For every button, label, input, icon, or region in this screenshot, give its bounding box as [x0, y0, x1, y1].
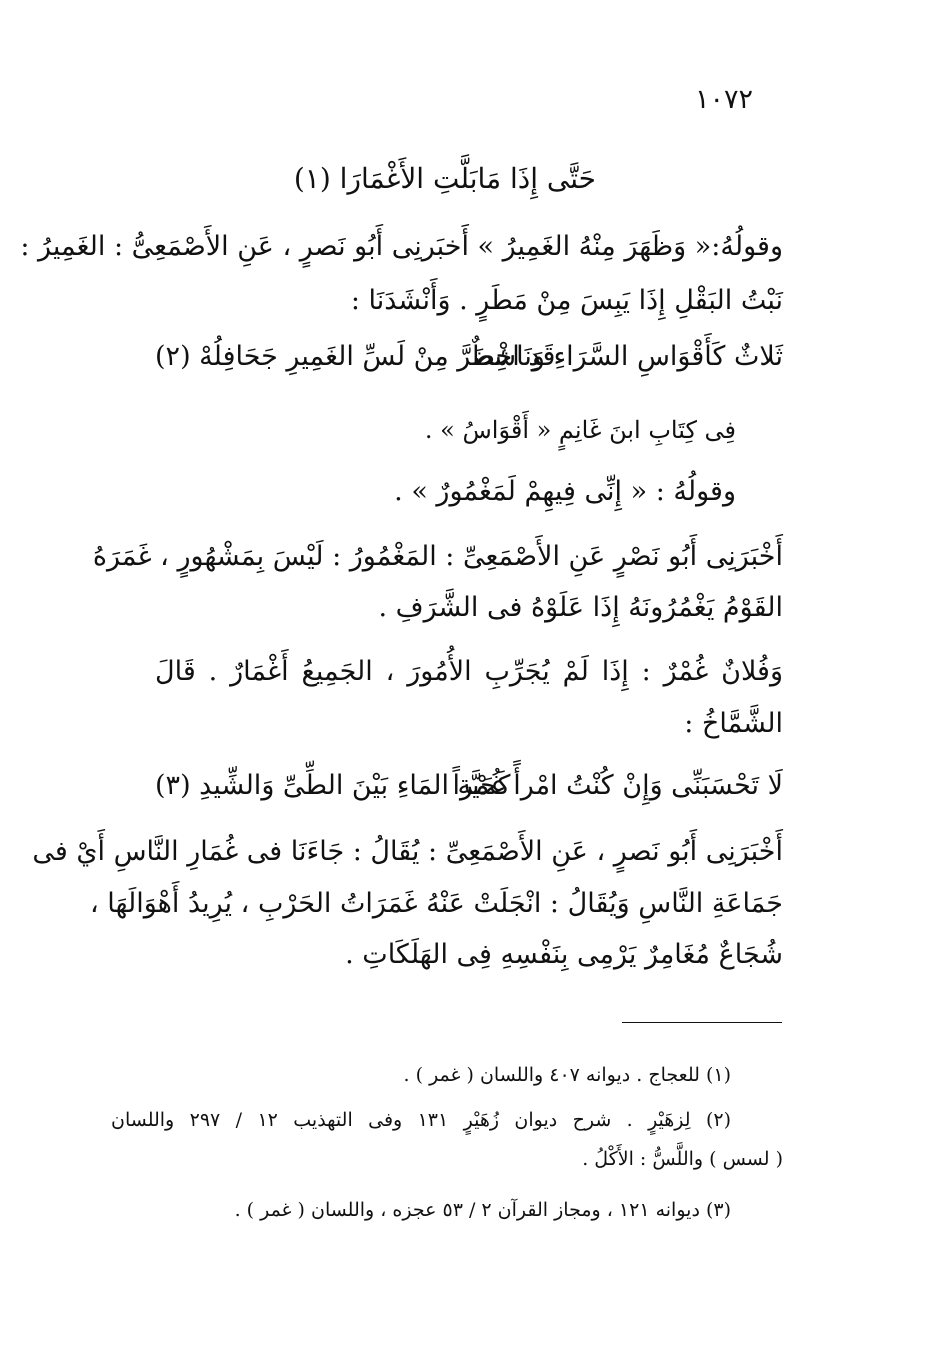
- heading-verse: حَتَّى إِذَا مَابَلَّتِ الأَغْمَارَا (١): [293, 162, 596, 195]
- verse-1-second-hemistich: قَدِ اخْضَرَّ مِنْ لَسِّ الغَمِيرِ جَحَافِلُهْ (٢): [155, 341, 556, 372]
- footnote-2-line-2: ( لسس ) واللَّسُّ : الأَكْلُ .: [582, 1148, 783, 1170]
- footnote-1: (١) للعجاج . ديوانه ٤٠٧ واللسان ( غمر ) .: [403, 1064, 731, 1086]
- verse-2-second-hemistich: كَحَيَّةِ المَاءِ بَيْنَ الطِّىِّ وَالشِّيدِ (٣): [155, 770, 511, 801]
- verse-1-first-hemistich: ثَلاثٌ كَأَقْوَاسِ السَّرَاءِ وَنَاشِطٌ: [467, 341, 783, 372]
- text-line-11: شُجَاعٌ مُغَامِرٌ يَرْمِى بِنَفْسِهِ فِى الهَلَكَاتِ .: [345, 939, 783, 970]
- text-line-7: وَفُلانٌ غُمْرٌ : إِذَا لَمْ يُجَرِّبِ الأُمُورَ ، الجَمِيعُ أَغْمَارٌ . قَالَ: [155, 656, 783, 687]
- text-line-9: أَخْبَرَنِى أَبُو نَصرٍ ، عَنِ الأَصْمَعِىِّ : يُقَالُ : جَاءَنَا فى غُمَارِ النَّاسِ أَيْ فى: [32, 836, 783, 867]
- footnote-2-line-1: (٢) لِزهَيْرٍ . شرح ديوان زُهَيْرٍ ١٣١ وفى التهذيب ١٢ / ٢٩٧ واللسان: [111, 1109, 732, 1131]
- footnote-separator: [622, 1022, 782, 1023]
- text-line-6: القَوْمُ يَغْمُرُونَهُ إِذَا عَلَوْهُ فى الشَّرَفِ .: [378, 592, 783, 623]
- text-line-5: أَخْبَرَنِى أَبُو نَصْرٍ عَنِ الأَصْمَعِىِّ : المَغْمُورُ : لَيْسَ بِمَشْهُورٍ ، غَمَرَهُ: [92, 541, 783, 572]
- text-line-2: نَبْتُ البَقْلِ إِذَا يَبِسَ مِنْ مَطَرٍ . وَأَنْشَدَنَا :: [350, 285, 783, 316]
- text-line-3: فِى كِتَابِ ابنَ غَانِمٍ « أَقْوَاسُ » .: [424, 416, 736, 444]
- text-line-4: وقولُهُ : « إِنِّى فِيهِمْ لَمَغْمُورٌ » .: [394, 476, 736, 507]
- footnote-3: (٣) ديوانه ١٢١ ، ومجاز القرآن ٢ / ٥٣ عجزه ، واللسان ( غمر ) .: [234, 1199, 731, 1221]
- text-line-8: الشَّمَّاخُ :: [684, 708, 783, 739]
- verse-2-first-hemistich: لَا تَحْسَبَنِّى وَإِنْ كُنْتُ امْرأً غُمْراً: [452, 770, 783, 801]
- text-line-10: جَمَاعَةِ النَّاسِ وَيُقَالُ : انْجَلَتْ عَنْهُ غَمَرَاتُ الحَرْبِ ، يُرِيدُ أَهْوَالَهَا ،: [90, 888, 783, 919]
- page-number: ١٠٧٢: [694, 84, 753, 115]
- text-line-1: وقولُهُ:« وَظَهَرَ مِنْهُ الغَمِيرُ » أَخبَرنِى أَبُو نَصرٍ ، عَنِ الأَصْمَعِىُّ : الغَمِيرُ :: [20, 231, 783, 262]
